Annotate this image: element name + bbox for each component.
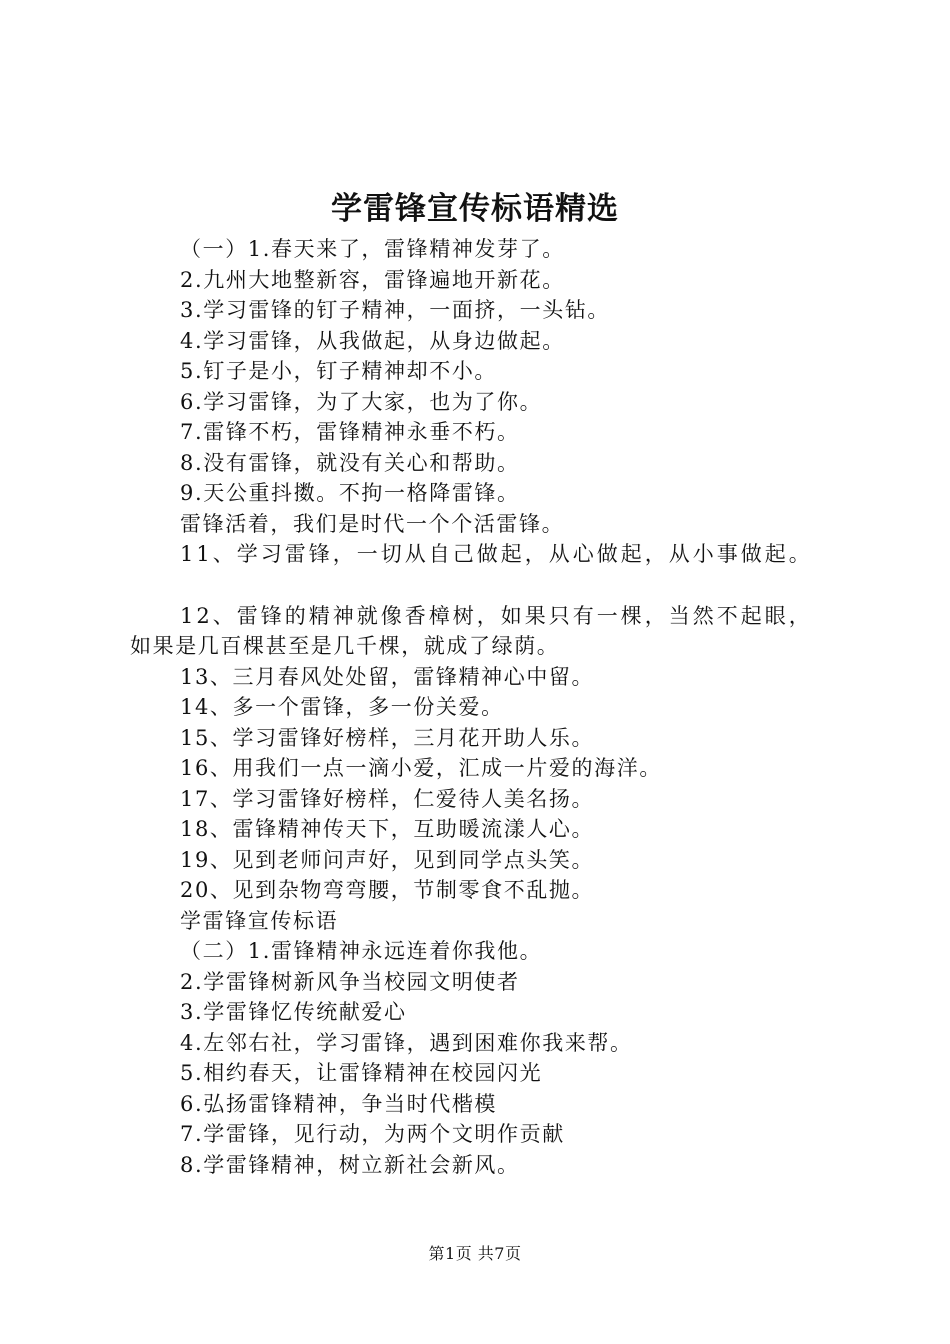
slogan-line: 4.左邻右社，学习雷锋，遇到困难你我来帮。	[180, 1030, 633, 1055]
slogan-line: 17、学习雷锋好榜样，仁爱待人美名扬。	[180, 786, 595, 811]
slogan-line: 15、学习雷锋好榜样，三月花开助人乐。	[180, 725, 595, 750]
slogan-line: 2.学雷锋树新风争当校园文明使者	[180, 969, 520, 994]
slogan-line: 14、多一个雷锋，多一份关爱。	[180, 695, 504, 719]
slogan-line: 6.学习雷锋，为了大家，也为了你。	[180, 389, 543, 414]
slogan-line: 2.九州大地整新容，雷锋遍地开新花。	[180, 267, 565, 292]
slogan-line: 13、三月春风处处留，雷锋精神心中留。	[180, 664, 595, 689]
slogan-line: 4.学习雷锋，从我做起，从身边做起。	[180, 328, 565, 353]
slogan-line: 16、用我们一点一滴小爱，汇成一片爱的海洋。	[180, 756, 662, 780]
slogan-line: 雷锋活着，我们是时代一个个活雷锋。	[180, 511, 565, 536]
document-body	[130, 234, 890, 1180]
slogan-line: 8.学雷锋精神，树立新社会新风。	[180, 1152, 520, 1177]
slogan-line: 12、雷锋的精神就像香樟树，如果只有一棵，当然不起眼，	[180, 603, 813, 628]
page-footer: 第1页 共7页	[428, 1244, 522, 1263]
slogan-line: 20、见到杂物弯弯腰，节制零食不乱抛。	[180, 878, 595, 902]
slogan-line: 18、雷锋精神传天下，互助暖流漾人心。	[180, 817, 595, 841]
slogan-line: （二）1.雷锋精神永远连着你我他。	[180, 939, 543, 963]
paragraph-gap	[130, 570, 890, 601]
slogan-line: 9.天公重抖擞。不拘一格降雷锋。	[180, 481, 520, 505]
slogan-line: 19、见到老师问声好，见到同学点头笑。	[180, 847, 595, 872]
slogan-line: 8.没有雷锋，就没有关心和帮助。	[180, 450, 520, 475]
slogan-line: 5.钉子是小，钉子精神却不小。	[180, 359, 498, 383]
slogan-line: 6.弘扬雷锋精神，争当时代楷模	[180, 1091, 498, 1116]
section-heading: 学雷锋宣传标语	[180, 908, 339, 933]
document-title: 学雷锋宣传标语精选	[331, 191, 619, 227]
slogan-line: 5.相约春天，让雷锋精神在校园闪光	[180, 1061, 543, 1085]
slogan-line-continuation: 如果是几百棵甚至是几千棵，就成了绿荫。	[130, 634, 560, 658]
slogan-line: 3.学习雷锋的钉子精神，一面挤，一头钻。	[180, 298, 611, 322]
slogan-line: （一）1.春天来了，雷锋精神发芽了。	[180, 237, 565, 261]
slogan-line: 7.学雷锋，见行动，为两个文明作贡献	[180, 1122, 565, 1146]
slogan-line: 3.学雷锋忆传统献爱心	[180, 1000, 407, 1024]
slogan-line: 7.雷锋不朽，雷锋精神永垂不朽。	[180, 420, 520, 444]
slogan-line: 11、学习雷锋，一切从自己做起，从心做起，从小事做起。	[180, 542, 813, 566]
